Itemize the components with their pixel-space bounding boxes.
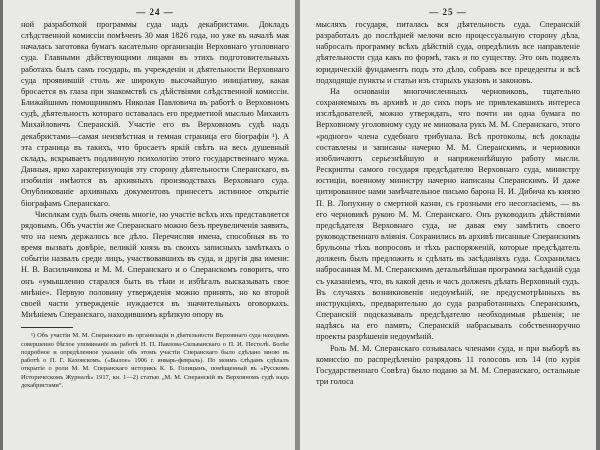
left-body — [21, 19, 289, 320]
right-paragraph-1: мысляхъ государя, питалась вся дѣятельность суда. Сперанскій разработалъ до послѣдней мелочи всю процессуальную сторону дѣла, набросалъ программу всѣхъ дѣйствій суда, опредѣлилъ все направленіе дѣятельности суда какъ по формѣ, такъ и по существу. Это онъ подвелъ юридическій фундаментъ подъ это дѣло, собравъ все прецеденты и всѣ подходящіе пункты и статьи изъ старыхъ указовъ и законовъ. — [316, 20, 580, 85]
right-page — [300, 0, 596, 450]
footnote-divider — [21, 327, 73, 328]
right-paragraph-3: Роль М. М. Сперанскаго созывалась членами суда, и при выборѣ въ комиссію по распредѣленію разрядовъ 11 голосовъ изъ 14 (по курія Государственнаго Совѣта) было подано за М. М. Сперанскаго, остальные три голоса — [316, 343, 580, 386]
left-page — [3, 0, 295, 450]
left-paragraph-1: ной разработкой программы суда надъ декабристами. Докладъ слѣдственной комиссіи помѣченъ 30 мая 1826 года, но уже въ началѣ мая началась заготовка бумагъ касательно организаціи Верховнаго уголовнаго суда. Главными дѣйствующими лицами въ этихъ подготовительныхъ работахъ былъ самъ государь, въ учрежденіи и дѣятельности Верховнаго суда проявившій столь же широкую высочайшую иниціативу, какая бросается въ глаза при знакомствѣ съ дѣйствіями слѣдственной комиссіи. Ближайшимъ помощникомъ Николая Павловича въ работѣ о Верховномъ судѣ, дѣятельность котораго оставалась его предметной мыслью Михаилъ Михайловичъ Сперанскій. Участіе его въ Верховномъ судѣ надъ декабристами—самая неизвѣстная и темная страница его біографіи ¹). А эта страница въ такихъ, что бросаетъ яркій свѣтъ на весь душевный складъ, вскрываетъ подлинную психологію этого государственнаго мужа. Данныя, ярко характеризующія эту сторону дѣятельности Сперанскаго, въ изобиліи имѣются въ архивныхъ производствахъ Верховнаго суда. Опубликованіе архивныхъ документовъ принесетъ истинное открытіе біографамъ Сперанскаго. — [21, 20, 289, 208]
right-paragraph-2: На основаніи многочисленныхъ черновиковъ, тщательно сохраняемыхъ въ архивѣ и до сихъ поръ не привлекавшихъ интереса изслѣдователей, можно утверждать, что почти ни одна бумага по Верховному уголовному суду не миновала рукъ М. М. Сперанскаго, этого «родного» члена судебнаго трибунала. Всѣ протоколы, всѣ доклады составлены и записаны начерно М. М. Сперанскимъ, и черновики изобличаютъ серьезнѣйшую и напряженнѣйшую работу мысли. Рескрипты самого государя предсѣдателю Верховнаго суда, министру юстиціи, военному министру начерно написаны Сперанскимъ. И даже цитированное нами замѣчательное письмо барона Н. И. Дибича къ князю П. В. Лопухину о смертной казни, съ грозными его несогласіемъ, — въ его черновикѣ рукою М. М. Сперанскаго. Онъ руководилъ дѣйствіями предсѣдателя Верховнаго суда, не давая ему замѣтить своего руководственнаго вліянія. Сохранились въ архивѣ писанные Сперанскимъ брульоны тѣхъ вопросовъ и тѣхъ распоряженій, которые предсѣдатель долженъ былъ предложить и сдѣлать въ засѣданіяхъ суда. Сохранилась набросанная М. М. Сперанскимъ детальнѣйшая программа засѣданій суда съ указаніемъ, что, въ какой день и часъ долженъ дѣлать Верховный судъ. Въ случаяхъ возникновенія недоумѣній, не предусмотрѣнныхъ въ инструкціяхъ, предварительно до суда разработанныхъ Сперанскимъ, Сперанскій подсказывалъ предсѣдателю необходимыя рѣшенія; не надѣясь на его память, Сперанскій набрасывалъ собственноручно проекты разрѣшенія недоумѣній. — [316, 86, 580, 342]
right-page-number: — 25 — — [429, 7, 467, 17]
left-footnote: ¹) Объ участіи М. М. Сперанскаго въ организаціи и дѣятельности Верховнаго суда находимъ совершенно бѣглое упоминаніе въ работѣ Н. П. Павлова-Сильванскаго о П. И. Пестелѣ. Болѣе подробное и опредѣленное указаніе объ этомъ участіи Сперанскаго было сдѣлано мною въ работѣ о П. Г. Каховскомъ. («Былое» 1906 г. январь-февраль). По моимъ слѣдамъ сдѣлалъ открытіе о роли М. М. Сперанскаго историкъ К. Б. Голицынъ, помѣщенный въ «Русскомъ Историческомъ Журналѣ» 1917, кн. 1—2) статью „М. М. Сперанскій въ Верховномъ судѣ надъ декабристами“. — [21, 332, 289, 389]
left-paragraph-2: Чисолкам судъ былъ очень многіе, но участіе всѣхъ ихъ представляется рядовымъ. Объ участіи же Сперанскаго можно безъ преувеличенія заявить, что на немъ держалось все дѣло. Перечисляя имена, способныя въ то время вызвать довѣріе, великій князь въ своихъ записныхъ замѣткахъ о событіи назвалъ среди лицъ, участвовавшихъ въ суда, и другія два имени: Н. В. Васильчикова и М. М. Сперанскаго и о Сперанскомъ говоритъ, что онъ «умышленно старался быть въ тѣни и избѣгалъ высказывать свое мнѣніе». Первую половину утвержденія можно принять, но ко второй своей части утвержденіе нуждается въ значительныхъ оговоркахъ. Мнѣніемъ Сперанскаго, находившимъ крѣпкую опору въ — [21, 209, 289, 320]
right-body — [316, 19, 580, 387]
left-page-number: — 24 — — [136, 7, 174, 17]
